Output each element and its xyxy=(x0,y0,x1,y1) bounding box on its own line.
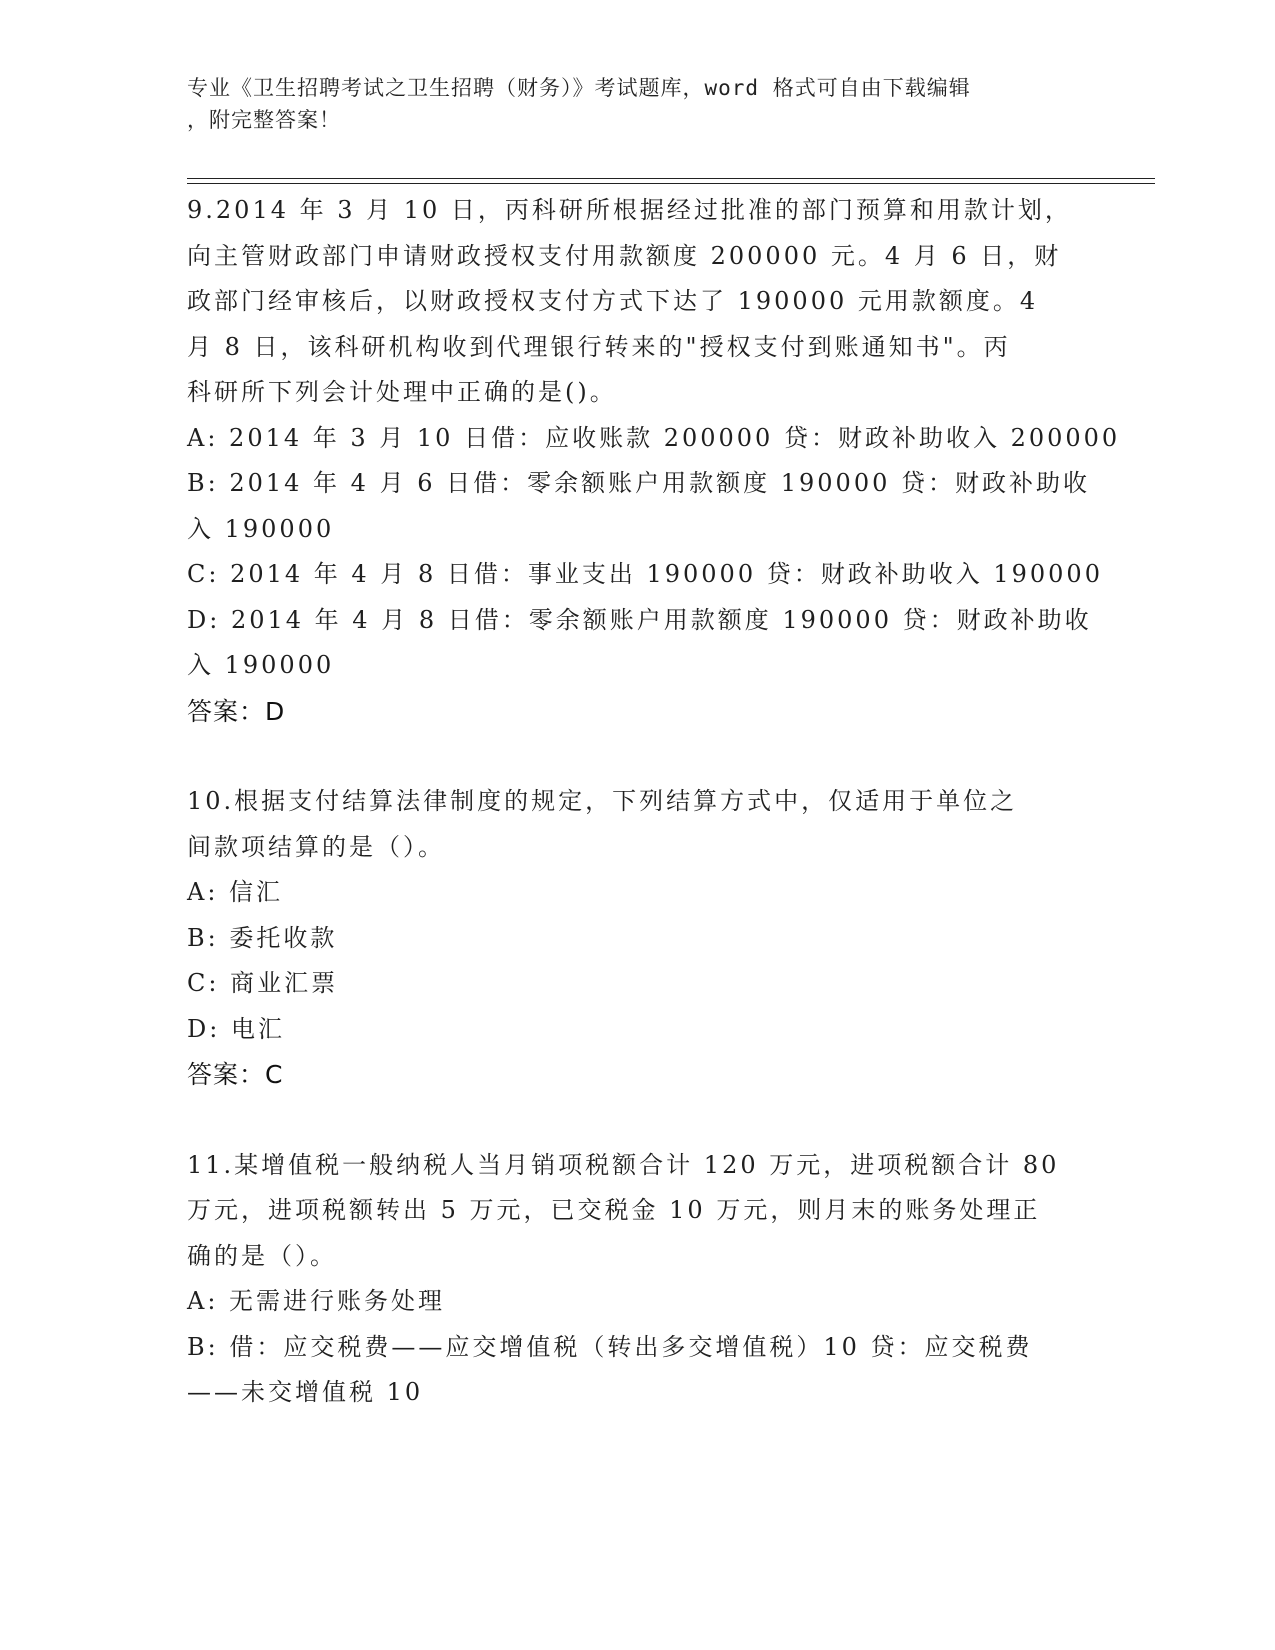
option-b-continued: ——未交增值税 10 xyxy=(187,1378,424,1406)
option-d-continued: 入 190000 xyxy=(187,651,335,679)
header-line: ，附完整答案！ xyxy=(187,108,341,132)
question-line: 10.根据支付结算法律制度的规定，下列结算方式中，仅适用于单位之 xyxy=(187,787,1018,815)
document-header xyxy=(187,72,1067,136)
document-body xyxy=(187,188,1121,1416)
question-spacer xyxy=(187,734,1087,779)
option-d: D: 2014 年 4 月 8 日借：零余额账户用款额度 190000 贷：财政补助收 xyxy=(187,605,1092,634)
option-c: C: 商业汇票 xyxy=(187,969,339,997)
question-9 xyxy=(187,188,1121,734)
option-c: C: 2014 年 4 月 8 日借：事业支出 190000 贷：财政补助收入 190000 xyxy=(187,560,1103,588)
option-b: B: 借：应交税费——应交增值税（转出多交增值税）10 贷：应交税费 xyxy=(187,1332,1033,1361)
option-b-continued: 入 190000 xyxy=(187,514,335,543)
question-line: 政部门经审核后，以财政授权支付方式下达了 190000 元用款额度。4 xyxy=(187,287,1039,315)
option-a: A: 2014 年 3 月 10 日借：应收账款 200000 贷：财政补助收入 200000 xyxy=(187,423,1121,452)
option-a: A: 信汇 xyxy=(187,878,284,906)
question-line: 月 8 日，该科研机构收到代理银行转来的"授权支付到账通知书"。丙 xyxy=(187,332,1011,361)
answer-label: 答案：D xyxy=(187,696,286,726)
header-divider xyxy=(187,183,1155,184)
question-line: 万元，进项税额转出 5 万元，已交税金 10 万元，则月末的账务处理正 xyxy=(187,1196,1041,1224)
option-b: B: 2014 年 4 月 6 日借：零余额账户用款额度 190000 贷：财政补助收 xyxy=(187,469,1090,497)
question-11 xyxy=(187,1143,1087,1416)
question-line: 9.2014 年 3 月 10 日，丙科研所根据经过批准的部门预算和用款计划， xyxy=(187,196,1072,224)
option-b: B: 委托收款 xyxy=(187,923,338,952)
question-line: 科研所下列会计处理中正确的是()。 xyxy=(187,378,617,406)
option-a: A: 无需进行账务处理 xyxy=(187,1287,446,1315)
header-divider xyxy=(187,178,1155,179)
answer-label: 答案：C xyxy=(187,1060,284,1089)
question-line: 间款项结算的是（）。 xyxy=(187,832,445,861)
header-line: 专业《卫生招聘考试之卫生招聘（财务）》考试题库，word 格式可自由下载编辑 xyxy=(187,76,971,100)
question-line: 向主管财政部门申请财政授权支付用款额度 200000 元。4 月 6 日，财 xyxy=(187,241,1062,270)
question-line: 11.某增值税一般纳税人当月销项税额合计 120 万元，进项税额合计 80 xyxy=(187,1150,1060,1179)
question-line: 确的是（）。 xyxy=(187,1241,337,1270)
question-10 xyxy=(187,779,1087,1098)
question-spacer xyxy=(187,1098,1087,1143)
option-d: D: 电汇 xyxy=(187,1014,285,1043)
